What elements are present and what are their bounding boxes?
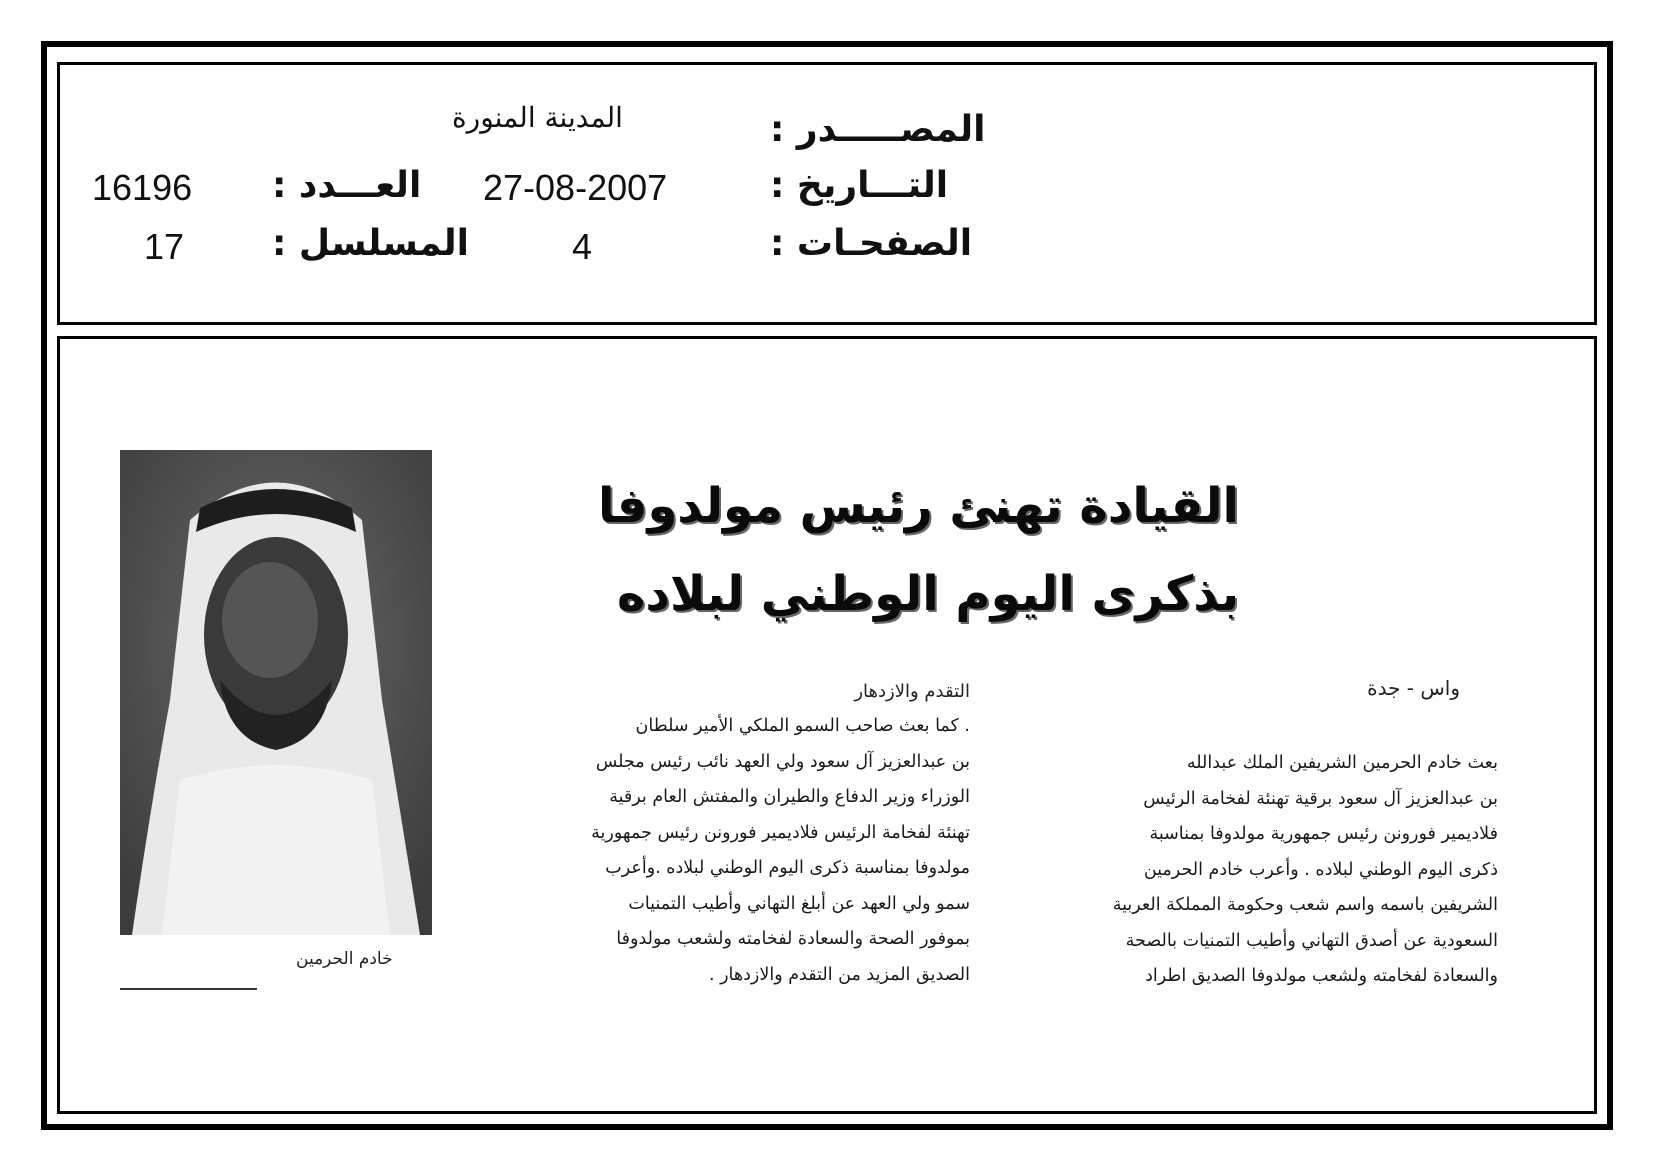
source-label: المصـــــدر :: [770, 109, 986, 150]
article-column-right: [994, 746, 1498, 995]
portrait-illustration: [120, 450, 432, 935]
column-line: الصديق المزيد من التقدم والازدهار .: [708, 964, 970, 985]
article-column-left: [473, 709, 970, 993]
source-value: المدينة المنورة: [452, 101, 623, 134]
column-line: بموفور الصحة والسعادة لفخامته ولشعب مولدوفا: [616, 929, 970, 949]
pages-label: الصفحـات :: [770, 223, 973, 264]
column-line: بن عبدالعزيز آل سعود برقية تهنئة لفخامة الرئيس: [1143, 788, 1498, 809]
pages-value: 4: [572, 226, 593, 267]
column-line: الشريفين باسمه واسم شعب وحكومة المملكة العربية: [1112, 895, 1498, 915]
portrait-photo: [120, 450, 432, 935]
column-line: . كما بعث صاحب السمو الملكي الأمير سلطان: [635, 716, 970, 736]
date-value: 27-08-2007: [483, 167, 668, 208]
column-line: والسعادة لفخامته ولشعب مولدوفا الصديق اطراد: [1145, 966, 1498, 986]
issue-label: العـــدد :: [272, 165, 422, 206]
column-line: بن عبدالعزيز آل سعود ولي العهد نائب رئيس مجلس: [595, 751, 970, 772]
column-line: تهنئة لفخامة الرئيس فلاديمير فورونن رئيس جمهورية: [591, 822, 970, 843]
headline-line-2: بذكرى اليوم الوطني لبلاده: [617, 566, 1239, 622]
photo-caption: خادم الحرمين: [296, 949, 393, 969]
column-line: الوزراء وزير الدفاع والطيران والمفتش العام برقية: [609, 787, 970, 807]
caption-divider: [120, 988, 257, 990]
article-subhead: التقدم والازدهار: [854, 681, 970, 702]
serial-label: المسلسل :: [272, 223, 470, 264]
column-line: فلاديمير فورونن رئيس جمهورية مولدوفا بمناسبة: [1149, 824, 1498, 844]
article-headline: [598, 462, 1239, 638]
issue-value: 16196: [92, 167, 193, 208]
column-line: بعث خادم الحرمين الشريفين الملك عبدالله: [1186, 753, 1498, 773]
date-label: التـــاريخ :: [770, 165, 949, 206]
article-dateline: واس - جدة: [1367, 676, 1460, 700]
serial-value: 17: [144, 226, 185, 267]
headline-line-1: القيادة تهنئ رئيس مولدوفا: [598, 478, 1239, 534]
column-line: مولدوفا بمناسبة ذكرى اليوم الوطني لبلاده .وأعرب: [605, 858, 970, 878]
column-line: السعودية عن أصدق التهاني وأطيب التمنيات بالصحة: [1125, 930, 1498, 951]
column-line: سمو ولي العهد عن أبلغ التهاني وأطيب التمنيات: [628, 893, 970, 914]
column-line: ذكرى اليوم الوطني لبلاده . وأعرب خادم الحرمين: [1143, 859, 1498, 880]
